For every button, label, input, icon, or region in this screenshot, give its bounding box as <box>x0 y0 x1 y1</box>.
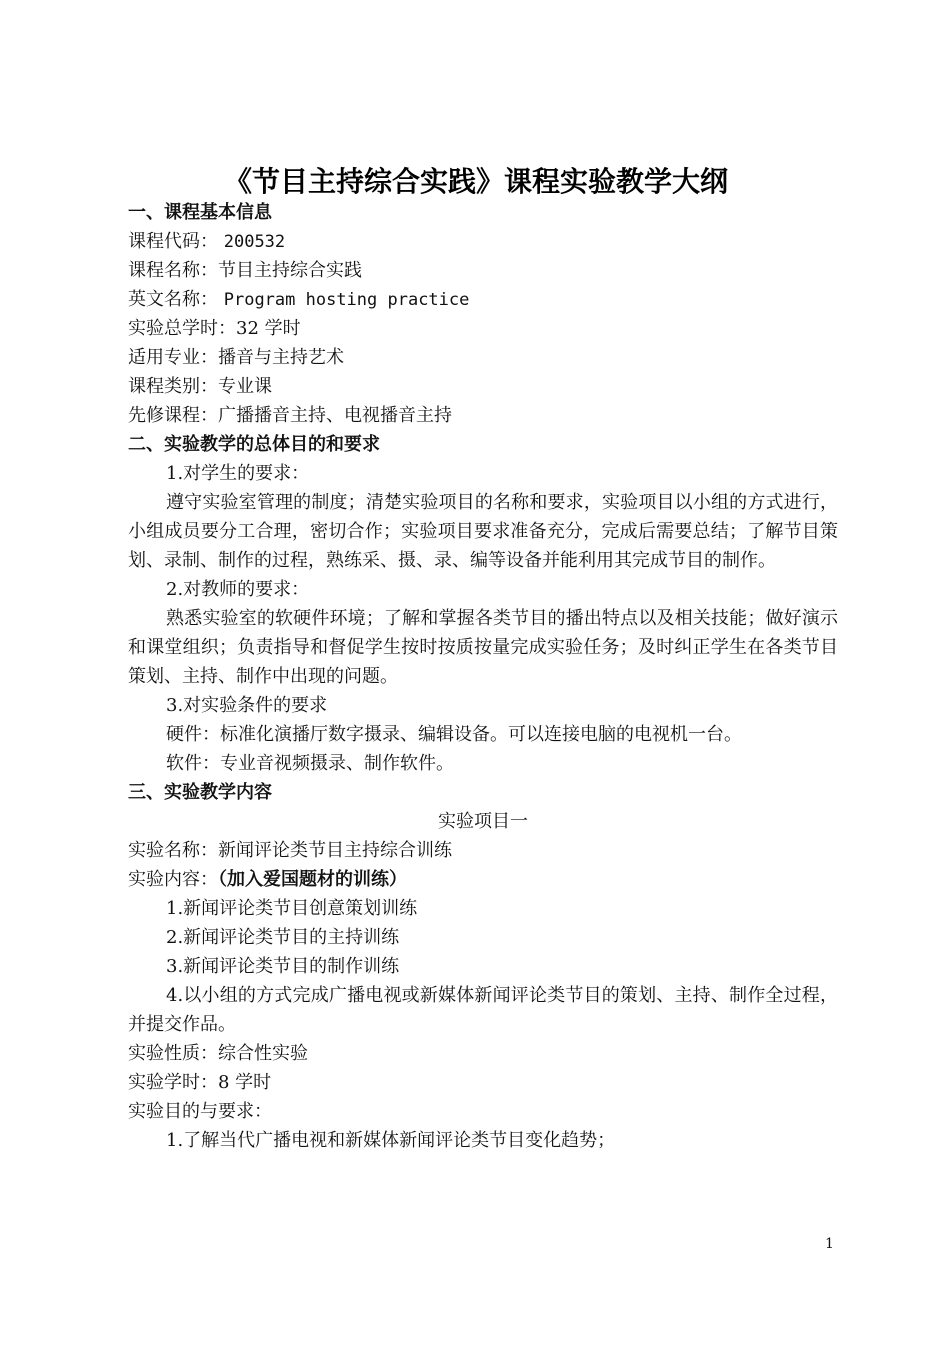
category-line: 课程类别：专业课 <box>128 376 272 397</box>
course-code-line <box>128 227 838 256</box>
major-line: 适用专业：播音与主持艺术 <box>128 347 344 368</box>
english-name-label: 英文名称： <box>128 289 218 310</box>
section-heading-content: 三、实验教学内容 <box>128 782 272 803</box>
total-hours-line: 实验总学时：32 学时 <box>128 318 301 339</box>
content-item: 2.新闻评论类节目的主持训练 <box>166 927 400 948</box>
hardware-line: 硬件：标准化演播厅数字摄录、编辑设备。可以连接电脑的电视机一台。 <box>166 724 742 745</box>
software-line: 软件：专业音视频摄录、制作软件。 <box>166 753 454 774</box>
teacher-requirements-title: 2.对教师的要求： <box>166 579 310 600</box>
english-name-value: Program hosting practice <box>223 290 470 310</box>
project-title: 实验项目一 <box>438 811 528 832</box>
goal-label-line: 实验目的与要求： <box>128 1101 272 1122</box>
student-requirements-title: 1.对学生的要求： <box>166 463 310 484</box>
course-name-label: 课程名称： <box>128 260 218 281</box>
content-item: 4.以小组的方式完成广播电视或新媒体新闻评论类节目的策划、主持、制作全过程，并提交作品。 <box>128 985 838 1035</box>
prerequisite-line: 先修课程：广播播音主持、电视播音主持 <box>128 405 452 426</box>
course-code-value: 200532 <box>223 232 286 252</box>
teacher-requirements-text: 熟悉实验室的软硬件环境；了解和掌握各类节目的播出特点以及相关技能；做好演示和课堂组织；负责指导和督促学生按时按质按量完成实验任务；及时纠正学生在各类节目策划、主持、制作中出现的问题。 <box>128 608 838 687</box>
page-number: 1 <box>825 1236 834 1252</box>
student-requirements-text: 遵守实验室管理的制度；清楚实验项目的名称和要求，实验项目以小组的方式进行，小组成员要分工合理，密切合作；实验项目要求准备充分，完成后需要总结；了解节目策划、录制、制作的过程，熟练采、摄、录、编等设备并能利用其完成节目的制作。 <box>128 492 838 571</box>
content-label: 实验内容： <box>128 869 218 890</box>
experiment-name-line: 实验名称：新闻评论类节目主持综合训练 <box>128 840 452 861</box>
experiment-content-line <box>128 865 838 894</box>
section-heading-basic-info: 一、课程基本信息 <box>128 202 272 223</box>
content-item: 1.新闻评论类节目创意策划训练 <box>166 898 418 919</box>
experiment-nature-line: 实验性质：综合性实验 <box>128 1043 308 1064</box>
course-code-label: 课程代码： <box>128 231 218 252</box>
course-name-value: 节目主持综合实践 <box>218 260 362 281</box>
content-emphasis: （加入爱国题材的训练） <box>218 869 407 890</box>
experiment-hours-line: 实验学时：8 学时 <box>128 1072 272 1093</box>
conditions-title: 3.对实验条件的要求 <box>166 695 328 716</box>
course-name-line <box>128 256 838 285</box>
document-body <box>128 198 838 1155</box>
goal-item: 1.了解当代广播电视和新媒体新闻评论类节目变化趋势； <box>166 1130 616 1151</box>
document-title: 《节目主持综合实践》课程实验教学大纲 <box>223 165 728 198</box>
english-name-line <box>128 285 838 314</box>
content-item: 3.新闻评论类节目的制作训练 <box>166 956 400 977</box>
section-heading-goals: 二、实验教学的总体目的和要求 <box>128 434 380 455</box>
